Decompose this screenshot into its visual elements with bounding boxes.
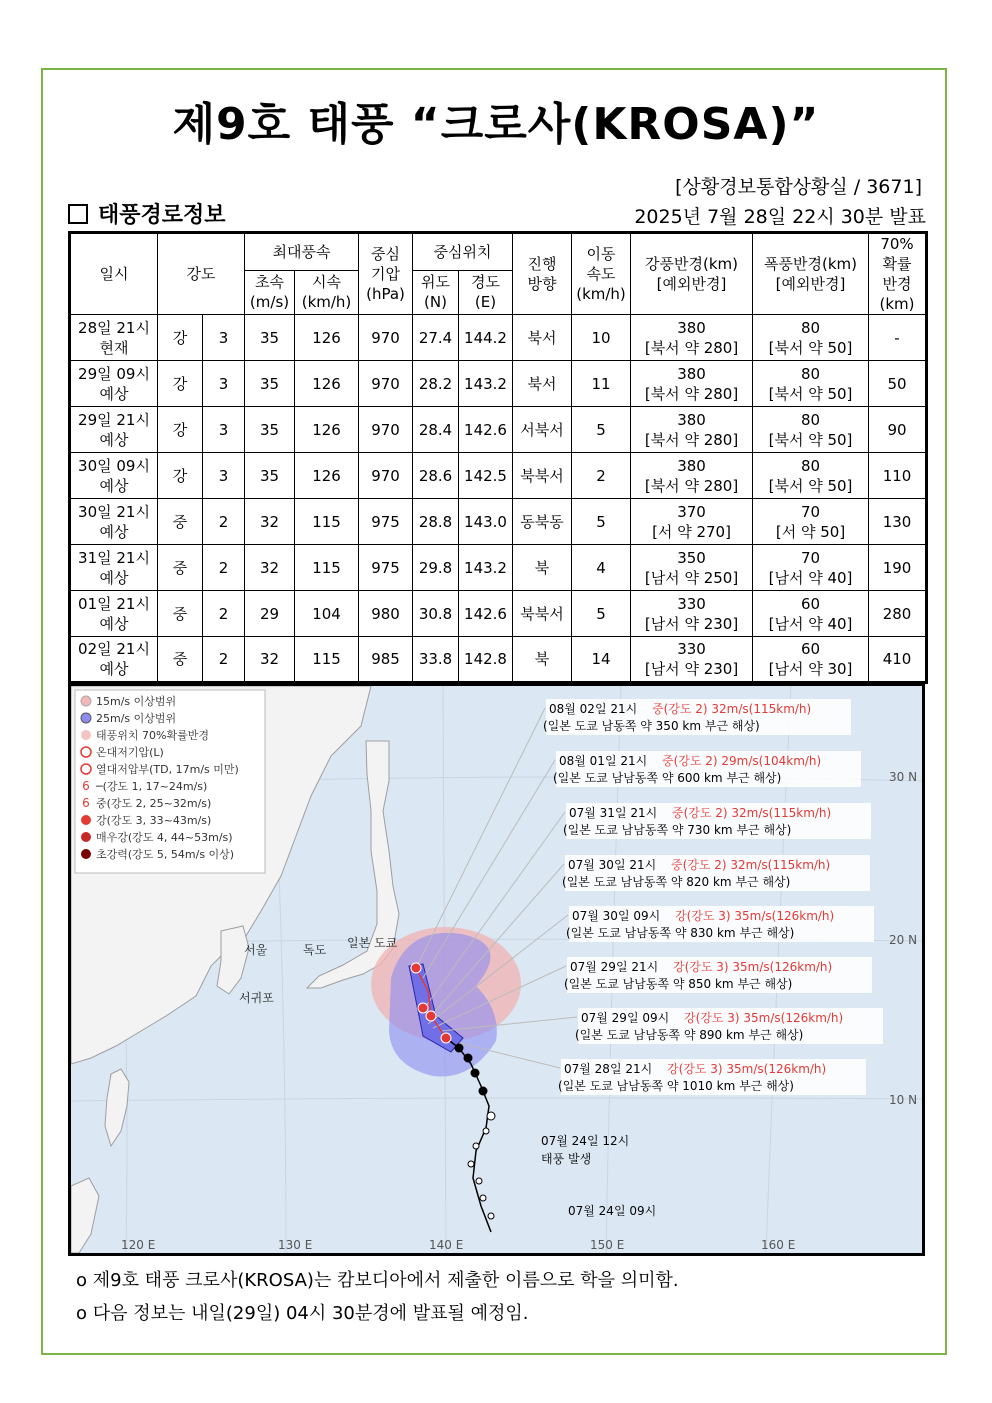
- track-map-svg: [71, 686, 922, 1253]
- annotation-time: 07월 31일 21시: [569, 806, 658, 820]
- annotation-intensity: 강(강도 3) 35m/s(126km/h): [673, 960, 833, 974]
- annotation: [558, 1059, 866, 1095]
- leader-line: [416, 708, 545, 968]
- header-lat: 위도 (N): [413, 270, 459, 314]
- page-title: 제9호 태풍 “크로사(KROSA)”: [172, 99, 820, 150]
- header-datetime: 일시: [70, 233, 158, 315]
- place-seoul: 서울: [244, 943, 268, 957]
- annotation-location: (일본 도쿄 남동쪽 약 350 km 부근 해상): [543, 719, 760, 733]
- cell-strong-radius: 370 [서 약 270]: [631, 499, 753, 545]
- cell-lon: 142.6: [459, 591, 513, 637]
- cell-wind-ms: 35: [245, 315, 295, 361]
- cell-datetime: 29일 09시 예상: [70, 361, 158, 407]
- cell-storm-radius: 80 [북서 약 50]: [753, 407, 869, 453]
- annotation-time: 07월 29일 09시: [581, 1011, 670, 1025]
- legend-item: 15m/s 이상범위: [96, 695, 177, 708]
- cell-wind-kmh: 115: [295, 637, 359, 683]
- forecast-point-icon: [418, 1003, 428, 1013]
- cell-speed: 11: [572, 361, 631, 407]
- header-direction: 진행 방향: [513, 233, 572, 315]
- cell-level: 3: [203, 453, 245, 499]
- cell-datetime: 02일 21시 예상: [70, 637, 158, 683]
- header-strong-radius: 강풍반경(km) [예외반경]: [631, 233, 753, 315]
- cell-storm-radius: 80 [북서 약 50]: [753, 315, 869, 361]
- cell-lat: 28.4: [413, 407, 459, 453]
- cell-intensity: 강: [158, 361, 203, 407]
- track-point: [471, 1069, 479, 1077]
- cell-probability: 90: [869, 407, 927, 453]
- annotation: [575, 1008, 883, 1044]
- cell-pressure: 980: [359, 591, 413, 637]
- annotation-location: (일본 도쿄 남남동쪽 약 730 km 부근 해상): [563, 823, 792, 837]
- annotation-intensity: 중(강도 2) 32m/s(115km/h): [672, 806, 832, 820]
- track-point: [483, 1128, 489, 1134]
- cell-wind-ms: 32: [245, 499, 295, 545]
- cell-intensity: 중: [158, 545, 203, 591]
- table-row: [70, 361, 927, 407]
- cell-lat: 33.8: [413, 637, 459, 683]
- cell-wind-kmh: 115: [295, 545, 359, 591]
- cell-probability: 130: [869, 499, 927, 545]
- section-heading: [68, 198, 226, 229]
- lon-label: 160 E: [761, 1238, 796, 1252]
- cell-wind-kmh: 126: [295, 407, 359, 453]
- annotation-time: 08월 02일 21시: [549, 702, 638, 716]
- annotation-time: 07월 28일 21시: [564, 1062, 653, 1076]
- svg-text:6: 6: [82, 779, 90, 793]
- track-point: [476, 1178, 482, 1184]
- cell-strong-radius: 380 [북서 약 280]: [631, 361, 753, 407]
- cell-lat: 28.8: [413, 499, 459, 545]
- annotation-time: 08월 01일 21시: [559, 754, 648, 768]
- annotation-location: (일본 도쿄 남남동쪽 약 600 km 부근 해상): [553, 771, 782, 785]
- cell-level: 2: [203, 591, 245, 637]
- track-point: [464, 1054, 472, 1062]
- place-tokyo: 일본 도쿄: [347, 936, 398, 950]
- cell-level: 3: [203, 361, 245, 407]
- table-row: [70, 499, 927, 545]
- track-point: [455, 1044, 463, 1052]
- lon-label: 120 E: [121, 1238, 156, 1252]
- cell-pressure: 985: [359, 637, 413, 683]
- forecast-point-icon: [426, 1011, 436, 1021]
- header-wind-kmh: 시속 (km/h): [295, 270, 359, 314]
- cell-direction: 북북서: [513, 591, 572, 637]
- cell-lon: 143.0: [459, 499, 513, 545]
- lon-label: 130 E: [278, 1238, 313, 1252]
- header-speed: 이동 속도 (km/h): [572, 233, 631, 315]
- lon-label: 150 E: [590, 1238, 625, 1252]
- cell-lon: 144.2: [459, 315, 513, 361]
- cell-lon: 142.5: [459, 453, 513, 499]
- cell-speed: 14: [572, 637, 631, 683]
- cell-direction: 북서: [513, 315, 572, 361]
- cell-probability: 280: [869, 591, 927, 637]
- annotation: [543, 699, 851, 735]
- checkbox-icon: [68, 204, 88, 224]
- cell-datetime: 28일 21시 현재: [70, 315, 158, 361]
- cell-direction: 북: [513, 545, 572, 591]
- table-row: [70, 315, 927, 361]
- annotation-location: (일본 도쿄 남남동쪽 약 890 km 부근 해상): [575, 1028, 804, 1042]
- legend-item: 온대저기압(L): [96, 746, 164, 759]
- annotation: [562, 855, 870, 891]
- note-2: o 다음 정보는 내일(29일) 04시 30분경에 발표될 예정임.: [76, 1303, 529, 1324]
- header-wind-ms: 초속 (m/s): [245, 270, 295, 314]
- track-point: [480, 1195, 486, 1201]
- cell-level: 3: [203, 407, 245, 453]
- cell-level: 3: [203, 315, 245, 361]
- cell-storm-radius: 80 [북서 약 50]: [753, 361, 869, 407]
- cell-intensity: 중: [158, 591, 203, 637]
- cell-datetime: 30일 09시 예상: [70, 453, 158, 499]
- cell-strong-radius: 380 [북서 약 280]: [631, 315, 753, 361]
- cell-speed: 10: [572, 315, 631, 361]
- lat-label: 20 N: [889, 933, 918, 947]
- typhoon-track-table: [68, 231, 928, 684]
- cell-datetime: 30일 21시 예상: [70, 499, 158, 545]
- cell-probability: 410: [869, 637, 927, 683]
- cell-speed: 5: [572, 591, 631, 637]
- cell-level: 2: [203, 545, 245, 591]
- cell-lon: 142.6: [459, 407, 513, 453]
- table-row: [70, 591, 927, 637]
- lat-label: 10 N: [889, 1093, 918, 1107]
- cell-wind-ms: 35: [245, 361, 295, 407]
- cell-datetime: 31일 21시 예상: [70, 545, 158, 591]
- track-annotations: [541, 699, 883, 1218]
- cell-wind-ms: 35: [245, 453, 295, 499]
- cell-lon: 143.2: [459, 545, 513, 591]
- cell-level: 2: [203, 637, 245, 683]
- lon-label: 140 E: [429, 1238, 464, 1252]
- table-row: [70, 637, 927, 683]
- cell-strong-radius: 330 [남서 약 230]: [631, 637, 753, 683]
- cell-probability: 190: [869, 545, 927, 591]
- cell-strong-radius: 380 [북서 약 280]: [631, 453, 753, 499]
- legend-item: 중(강도 2, 25~32m/s): [96, 797, 212, 810]
- annotation-location: (일본 도쿄 남남동쪽 약 850 km 부근 해상): [564, 977, 793, 991]
- cell-strong-radius: 350 [남서 약 250]: [631, 545, 753, 591]
- cell-level: 2: [203, 499, 245, 545]
- annotation-intensity: 강(강도 3) 35m/s(126km/h): [684, 1011, 844, 1025]
- cell-storm-radius: 60 [남서 약 30]: [753, 637, 869, 683]
- cell-pressure: 970: [359, 361, 413, 407]
- cell-speed: 5: [572, 407, 631, 453]
- cell-direction: 북: [513, 637, 572, 683]
- department-label: [상황경보통합상황실 / 3671]: [675, 176, 922, 198]
- section-title: 태풍경로정보: [98, 203, 226, 228]
- cell-storm-radius: 60 [남서 약 40]: [753, 591, 869, 637]
- cell-speed: 5: [572, 499, 631, 545]
- cell-direction: 북서: [513, 361, 572, 407]
- cell-datetime: 01일 21시 예상: [70, 591, 158, 637]
- cell-storm-radius: 80 [북서 약 50]: [753, 453, 869, 499]
- header-center: 중심위치: [413, 233, 513, 271]
- cell-speed: 2: [572, 453, 631, 499]
- cell-probability: 110: [869, 453, 927, 499]
- header-intensity: 강도: [158, 233, 245, 315]
- cell-probability: -: [869, 315, 927, 361]
- cell-lat: 30.8: [413, 591, 459, 637]
- cell-intensity: 중: [158, 637, 203, 683]
- cell-datetime: 29일 21시 예상: [70, 407, 158, 453]
- annotation-time: 07월 29일 21시: [570, 960, 659, 974]
- header-probability: 70% 확률 반경 (km): [869, 233, 927, 315]
- track-point: [468, 1161, 474, 1167]
- cell-pressure: 970: [359, 407, 413, 453]
- annotation: [566, 906, 874, 942]
- genesis-time: 07월 24일 12시: [541, 1134, 630, 1148]
- annotation-intensity: 중(강도 2) 32m/s(115km/h): [671, 858, 831, 872]
- table-row: [70, 453, 927, 499]
- cell-lat: 28.6: [413, 453, 459, 499]
- cell-lat: 27.4: [413, 315, 459, 361]
- annotation: [563, 803, 871, 839]
- genesis-label: 태풍 발생: [541, 1152, 592, 1166]
- annotation-time: 07월 30일 09시: [572, 909, 661, 923]
- cell-lon: 142.8: [459, 637, 513, 683]
- cell-lat: 29.8: [413, 545, 459, 591]
- legend-item: 매우강(강도 4, 44~53m/s): [96, 831, 233, 844]
- cell-pressure: 975: [359, 545, 413, 591]
- track-point: [473, 1143, 479, 1149]
- cell-intensity: 강: [158, 453, 203, 499]
- cell-pressure: 970: [359, 453, 413, 499]
- legend-item: 초강력(강도 5, 54m/s 이상): [96, 848, 235, 861]
- table-row: [70, 545, 927, 591]
- annotation-time: 07월 30일 21시: [568, 858, 657, 872]
- note-1: o 제9호 태풍 크로사(KROSA)는 캄보디아에서 제출한 이름으로 학을 의미함.: [76, 1270, 679, 1291]
- cell-strong-radius: 380 [북서 약 280]: [631, 407, 753, 453]
- place-seogwipo: 서귀포: [239, 991, 274, 1005]
- cell-intensity: 중: [158, 499, 203, 545]
- cell-intensity: 강: [158, 315, 203, 361]
- cell-wind-ms: 29: [245, 591, 295, 637]
- cell-direction: 서북서: [513, 407, 572, 453]
- probability-zone: [389, 933, 497, 1077]
- annotation-location: (일본 도쿄 남남동쪽 약 830 km 부근 해상): [566, 926, 795, 940]
- annotation: [564, 957, 872, 993]
- place-dokdo: 독도: [303, 943, 327, 957]
- cell-wind-kmh: 126: [295, 315, 359, 361]
- header-max-wind: 최대풍속: [245, 233, 359, 271]
- annotation-location: (일본 도쿄 남남동쪽 약 1010 km 부근 해상): [558, 1079, 794, 1093]
- track-point: [479, 1087, 487, 1095]
- annotation-intensity: 강(강도 3) 35m/s(126km/h): [675, 909, 835, 923]
- annotation: [553, 751, 861, 787]
- cell-wind-kmh: 115: [295, 499, 359, 545]
- cell-pressure: 975: [359, 499, 413, 545]
- cell-pressure: 970: [359, 315, 413, 361]
- legend-item: ─(강도 1, 17~24m/s): [96, 780, 208, 793]
- cell-direction: 동북동: [513, 499, 572, 545]
- cell-lon: 143.2: [459, 361, 513, 407]
- lat-label: 30 N: [889, 770, 918, 784]
- annotation-intensity: 중(강도 2) 32m/s(115km/h): [652, 702, 812, 716]
- annotation-location: (일본 도쿄 남남동쪽 약 820 km 부근 해상): [562, 875, 791, 889]
- cell-storm-radius: 70 [서 약 50]: [753, 499, 869, 545]
- track-point: [487, 1112, 495, 1120]
- cell-probability: 50: [869, 361, 927, 407]
- cell-wind-kmh: 104: [295, 591, 359, 637]
- track-map: [68, 683, 925, 1256]
- svg-text:6: 6: [82, 796, 90, 810]
- cell-lat: 28.2: [413, 361, 459, 407]
- cell-strong-radius: 330 [남서 약 230]: [631, 591, 753, 637]
- forecast-point-icon: [411, 963, 421, 973]
- forecast-point-icon: [441, 1033, 451, 1043]
- header-lon: 경도 (E): [459, 270, 513, 314]
- cell-wind-ms: 32: [245, 637, 295, 683]
- annotation-intensity: 강(강도 3) 35m/s(126km/h): [667, 1062, 827, 1076]
- annotation-intensity: 중(강도 2) 29m/s(104km/h): [662, 754, 822, 768]
- legend-item: 25m/s 이상범위: [96, 712, 177, 725]
- issued-time: 2025년 7월 28일 22시 30분 발표: [634, 206, 926, 228]
- legend-item: 열대저압부(TD, 17m/s 미만): [96, 763, 239, 776]
- cell-storm-radius: 70 [남서 약 40]: [753, 545, 869, 591]
- cell-wind-ms: 32: [245, 545, 295, 591]
- header-pressure: 중심 기압 (hPa): [359, 233, 413, 315]
- track-point: [488, 1213, 494, 1219]
- map-legend: [75, 690, 265, 873]
- cell-speed: 4: [572, 545, 631, 591]
- cell-intensity: 강: [158, 407, 203, 453]
- table-row: [70, 407, 927, 453]
- cell-direction: 북북서: [513, 453, 572, 499]
- cell-wind-kmh: 126: [295, 453, 359, 499]
- notes: [76, 1264, 679, 1330]
- cell-wind-kmh: 126: [295, 361, 359, 407]
- header-storm-radius: 폭풍반경(km) [예외반경]: [753, 233, 869, 315]
- legend-item: 강(강도 3, 33~43m/s): [96, 814, 212, 827]
- legend-item: 태풍위치 70%확률반경: [96, 729, 209, 742]
- start-time: 07월 24일 09시: [568, 1204, 657, 1218]
- cell-wind-ms: 35: [245, 407, 295, 453]
